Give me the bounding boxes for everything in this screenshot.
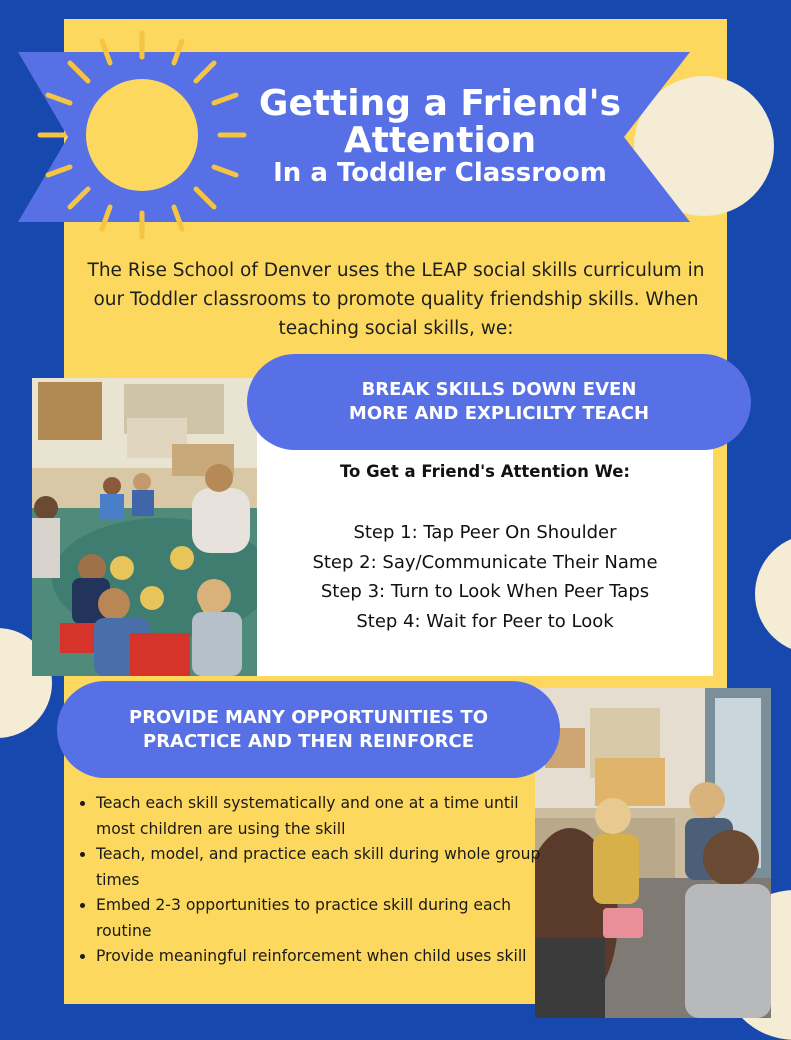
- page-title-line1: Getting a Friend's: [258, 83, 622, 124]
- decor-circle-right: [755, 534, 791, 654]
- list-item: • Provide meaningful reinforcement when child uses skill: [96, 944, 548, 970]
- step-item: Step 2: Say/Communicate Their Name: [312, 551, 658, 573]
- steps-list: [257, 518, 713, 636]
- steps-subheading: To Get a Friend's Attention We:: [339, 462, 630, 481]
- page-title-line2: Attention: [343, 120, 537, 161]
- section-heading-practice: [57, 681, 560, 778]
- step-item: Step 1: Tap Peer On Shoulder: [353, 522, 617, 543]
- practice-bullet-list: [78, 791, 548, 970]
- section-heading-break-skills-line1: BREAK SKILLS DOWN EVEN: [361, 379, 637, 400]
- list-item: • Teach each skill systematically and one at a time until most children are using the skill: [96, 791, 548, 842]
- list-item: • Teach, model, and practice each skill during whole group times: [96, 842, 548, 893]
- section-heading-break-skills: [247, 354, 751, 450]
- classroom-photo-practice: [535, 688, 771, 1018]
- section-heading-practice-line2: PRACTICE AND THEN REINFORCE: [143, 730, 474, 752]
- section-heading-practice-line1: PROVIDE MANY OPPORTUNITIES TO: [129, 706, 488, 728]
- section-heading-break-skills-line2: MORE AND EXPLICILTY TEACH: [348, 403, 650, 424]
- list-item: • Embed 2-3 opportunities to practice skill during each routine: [96, 893, 548, 944]
- page-subtitle: In a Toddler Classroom: [273, 158, 607, 188]
- intro-paragraph: The Rise School of Denver uses the LEAP social skills curriculum in our Toddler classrooms to promote quality friendship skills. When teaching social skills, we:: [87, 260, 705, 339]
- step-item: Step 3: Turn to Look When Peer Taps: [320, 581, 650, 602]
- step-item: Step 4: Wait for Peer to Look: [356, 610, 614, 632]
- classroom-photo-circle-time: [32, 378, 257, 676]
